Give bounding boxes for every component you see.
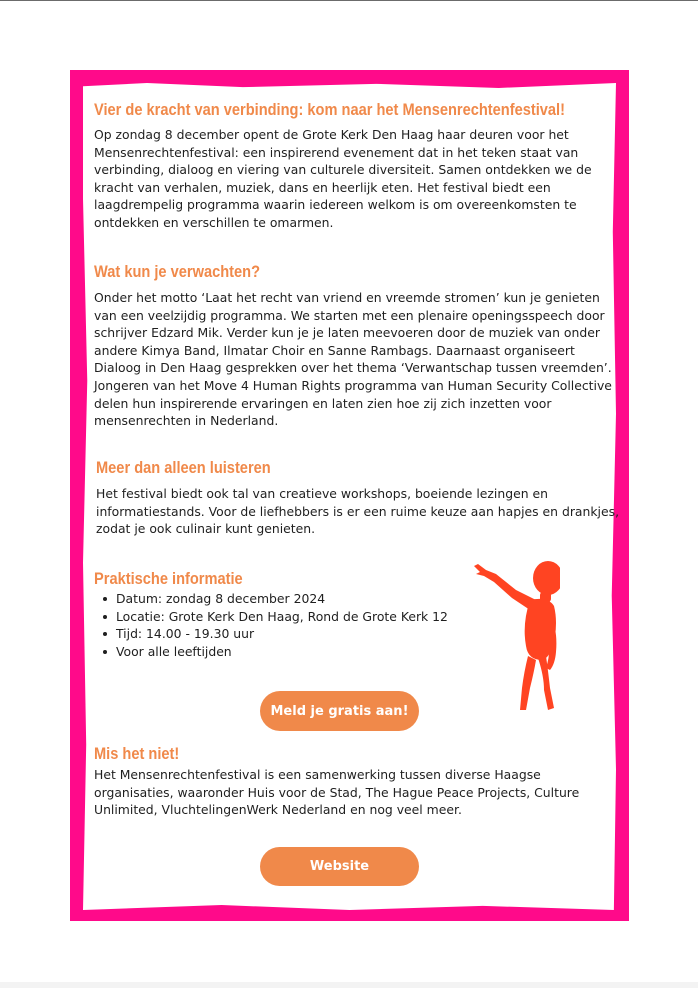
register-button[interactable]: Meld je gratis aan! xyxy=(260,691,419,731)
intro-line: Mensenrechtenfestival: een inspirerend evenement dat in het teken staat van xyxy=(94,144,579,160)
more-line: informatiestands. Voor de liefhebbers is er een ruime keuze aan hapjes en drankjes, xyxy=(96,503,620,519)
expect-paragraph xyxy=(94,289,612,430)
more-line: zodat je ook culinair kunt genieten. xyxy=(96,521,316,537)
intro-paragraph xyxy=(94,126,592,232)
expect-line: andere Kimya Band, Ilmatar Choir en Sanne Rambags. Daarnaast organiseert xyxy=(94,342,575,358)
website-button[interactable]: Website xyxy=(260,847,419,886)
intro-line: kracht van verhalen, muziek, dans en heerlijk eten. Het festival biedt een xyxy=(94,179,551,195)
intro-heading: Vier de kracht van verbinding: kom naar het Mensenrechtenfestival! xyxy=(94,100,565,119)
expect-line: delen hun inspirerende ervaringen en laten zien hoe zij zich inzetten voor xyxy=(94,395,552,411)
more-heading: Meer dan alleen luisteren xyxy=(96,458,271,477)
figure-leg-left xyxy=(520,656,536,710)
expect-heading: Wat kun je verwachten? xyxy=(94,262,261,281)
list-item: Locatie: Grote Kerk Den Haag, Rond de Grote Kerk 12 xyxy=(95,608,448,626)
expect-line: Jongeren van het Move 4 Human Rights programma van Human Security Collective xyxy=(94,377,612,393)
dontmiss-line: Het Mensenrechtenfestival is een samenwerking tussen diverse Haagse xyxy=(94,767,541,782)
dancing-figure-icon xyxy=(470,560,560,720)
more-line: Het festival biedt ook tal van creatieve workshops, boeiende lezingen en xyxy=(96,486,548,501)
expect-line: schrijver Edzard Mik. Verder kun je je laten meevoeren door de muziek van onder xyxy=(94,325,600,341)
list-item: Tijd: 14.00 - 19.30 uur xyxy=(95,625,448,643)
intro-line: verbinding, dialoog en viering van culturele diversiteit. Samen ontdekken we de xyxy=(94,162,592,178)
intro-line: ontdekken en verschillen te omarmen. xyxy=(94,214,334,230)
practical-list xyxy=(95,590,448,660)
more-paragraph xyxy=(96,485,619,538)
practical-heading: Praktische informatie xyxy=(94,569,243,588)
dontmiss-line: Unlimited, VluchtelingenWerk Nederland en nog veel meer. xyxy=(94,802,462,818)
figure-arm-raised xyxy=(474,564,536,610)
dontmiss-heading: Mis het niet! xyxy=(94,744,180,763)
intro-line: laagdrempelig programma waarin iedereen welkom is om overeenkomsten te xyxy=(94,197,577,213)
intro-line: Op zondag 8 december opent de Grote Kerk Den Haag haar deuren voor het xyxy=(94,127,569,142)
dontmiss-paragraph xyxy=(94,766,579,819)
top-border-line xyxy=(0,0,698,1)
expect-line: mensenrechten in Nederland. xyxy=(94,413,279,429)
figure-head xyxy=(533,561,560,595)
list-item: Voor alle leeftijden xyxy=(95,643,448,661)
list-item: Datum: zondag 8 december 2024 xyxy=(95,590,448,608)
expect-line: Dialoog in Den Haag gesprekken over het thema ‘Verwantschap tussen vreemden’. xyxy=(94,360,612,376)
expect-line: van een veelzijdig programma. We starten met een plenaire openingsspeech door xyxy=(94,307,605,323)
bottom-strip xyxy=(0,982,698,988)
expect-line: Onder het motto ‘Laat het recht van vriend en vreemde stromen’ kun je genieten xyxy=(94,290,600,305)
dontmiss-line: organisaties, waaronder Huis voor de Stad, The Hague Peace Projects, Culture xyxy=(94,784,580,800)
